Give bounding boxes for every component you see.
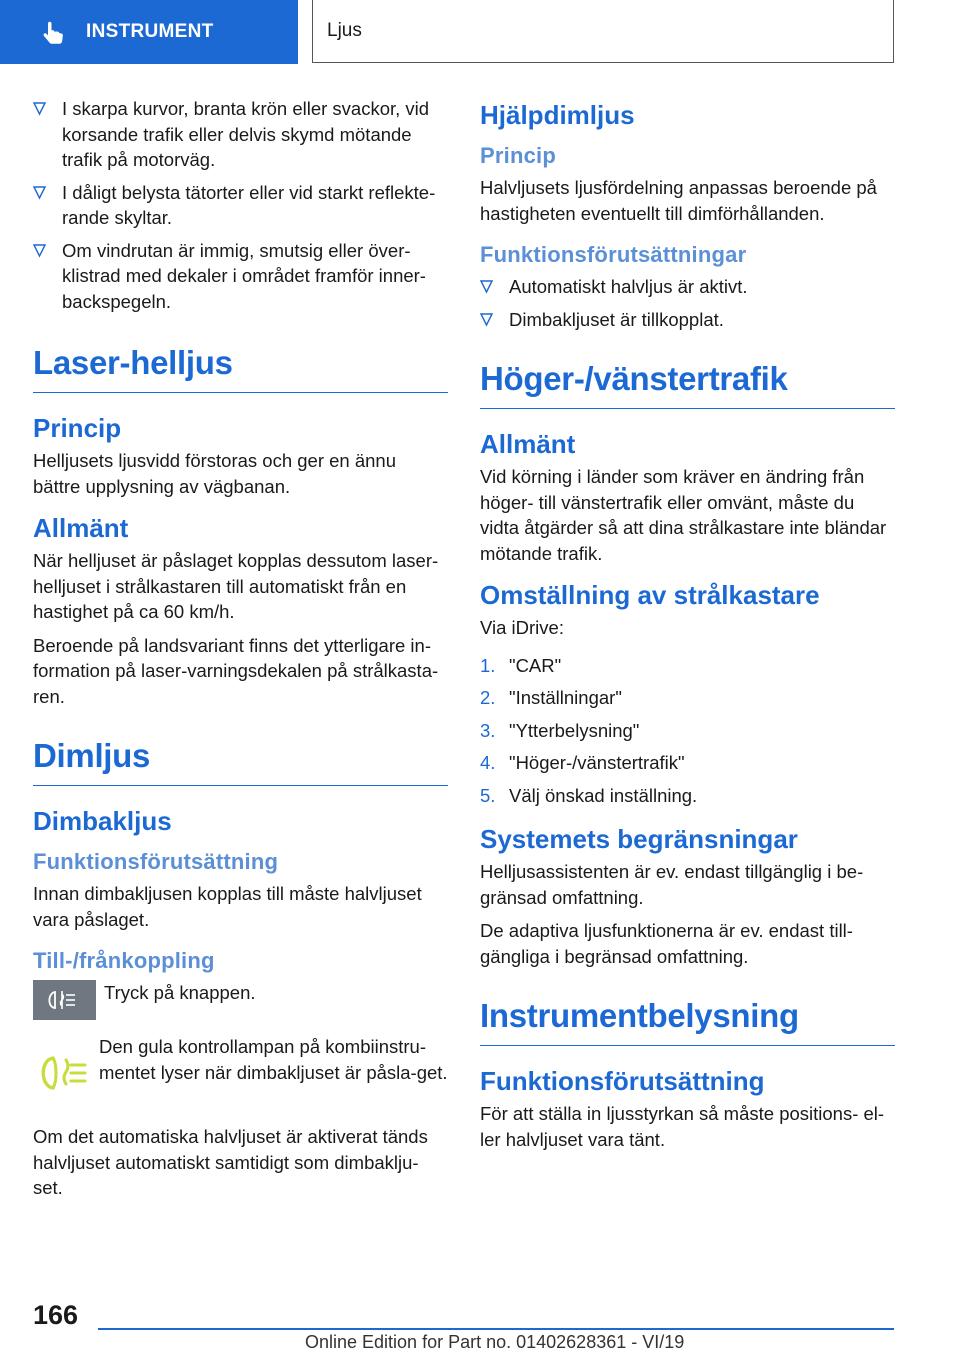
heading-instrumentbelysning: Instrumentbelysning [480, 997, 895, 1046]
conditions-list [33, 96, 448, 314]
heading-allmant: Allmänt [33, 513, 129, 543]
list-item: Om vindrutan är immig, smutsig eller över-klistrad med dekaler i området framför inner-backspegeln. [33, 238, 448, 315]
paragraph: För att ställa in ljusstyrkan så måste positions- el-ler halvljuset vara tänt. [480, 1103, 885, 1150]
section-tab [0, 0, 298, 64]
heading-laser-helljus: Laser-helljus [33, 344, 448, 393]
paragraph: Vid körning i länder som kräver en ändring från höger- till vänstertrafik eller omvänt, måste du vidta åtgärder så att dina strålkastare inte bländar mötande trafik. [480, 466, 887, 564]
list-item: Automatiskt halvljus är aktivt. [480, 274, 895, 300]
list-item: I skarpa kurvor, branta krön eller svackor, vid korsande trafik eller delvis skymd mötande trafik på motorväg. [33, 96, 448, 173]
footer-divider [98, 1328, 894, 1330]
paragraph: Halvljusets ljusfördelning anpassas beroende på hastigheten eventuellt till dimförhållanden. [480, 177, 877, 224]
list-item: 2. "Inställningar" [480, 687, 622, 708]
bullet-triangle-icon [33, 186, 46, 200]
page-number: 166 [33, 1300, 79, 1330]
bullet-triangle-icon [480, 313, 493, 327]
fog-button-row [33, 980, 448, 1020]
heading-allmant: Allmänt [480, 429, 576, 459]
heading-funktionsforutsattning: Funktionsförutsättning [480, 1066, 765, 1096]
idrive-steps [480, 653, 895, 809]
paragraph: Beroende på landsvariant finns det ytterligare in-formation på laser-varningsdekalen på strålkasta-ren. [33, 634, 439, 707]
heading-hoger-vanstertrafik: Höger-/vänstertrafik [480, 360, 895, 409]
left-column [33, 96, 448, 1209]
paragraph: När helljuset är påslaget kopplas dessutom laser-helljuset i strålkastaren till automatiskt från en hastighet på ca 60 km/h. [33, 550, 439, 622]
heading-hjalpdimljus: Hjälpdimljus [480, 100, 635, 130]
heading-princip: Princip [33, 413, 122, 443]
paragraph: Innan dimbakljusen kopplas till måste halvljuset vara påslaget. [33, 883, 422, 930]
paragraph: Om det automatiska halvljuset är aktiverat tänds halvljuset automatiskt samtidigt som dimbaklju-set. [33, 1126, 428, 1198]
list-item: Dimbakljuset är tillkopplat. [480, 307, 895, 333]
list-item: 4. "Höger-/vänstertrafik" [480, 752, 685, 773]
heading-dimbakljus: Dimbakljus [33, 806, 172, 836]
section-title: INSTRUMENT [86, 21, 214, 42]
list-item: 3. "Ytterbelysning" [480, 719, 640, 741]
hand-pointer-icon [40, 19, 66, 45]
heading-till-frankoppling: Till-/frånkoppling [33, 948, 215, 973]
indicator-description: Den gula kontrollampan på kombiinstru-mentet lyser när dimbakljuset är påsla-get. [99, 1036, 448, 1083]
paragraph: Via iDrive: [480, 617, 564, 638]
heading-funktionsforutsattningar: Funktionsförutsättningar [480, 242, 747, 267]
indicator-row [33, 1034, 448, 1110]
rear-fog-button-icon [33, 980, 96, 1020]
button-instruction: Tryck på knappen. [104, 982, 256, 1003]
paragraph: Helljusassistenten är ev. endast tillgänglig i be-gränsad omfattning. [480, 861, 864, 908]
edition-note: Online Edition for Part no. 01402628361 - VI/19 [305, 1332, 685, 1352]
heading-systemets-begransningar: Systemets begränsningar [480, 824, 798, 854]
requirements-list [480, 274, 895, 332]
heading-princip: Princip [480, 143, 556, 168]
topic-header [312, 0, 894, 63]
paragraph: Helljusets ljusvidd förstoras och ger en ännu bättre upplysning av vägbanan. [33, 450, 396, 497]
list-item: 1. "CAR" [480, 654, 562, 676]
paragraph: De adaptiva ljusfunktionerna är ev. endast till-gängliga i begränsad omfattning. [480, 920, 853, 967]
rear-fog-indicator-icon [33, 1034, 93, 1110]
topic-title: Ljus [327, 20, 362, 41]
heading-dimljus: Dimljus [33, 737, 448, 786]
right-column [480, 96, 895, 1160]
list-item: 5. Välj önskad inställning. [480, 784, 698, 806]
list-item: I dåligt belysta tätorter eller vid starkt reflekte-rande skyltar. [33, 180, 448, 231]
bullet-triangle-icon [33, 102, 46, 116]
bullet-triangle-icon [33, 244, 46, 258]
bullet-triangle-icon [480, 280, 493, 294]
heading-omstallning: Omställning av strålkastare [480, 580, 820, 610]
heading-funktionsforutsattning: Funktionsförutsättning [33, 849, 279, 874]
